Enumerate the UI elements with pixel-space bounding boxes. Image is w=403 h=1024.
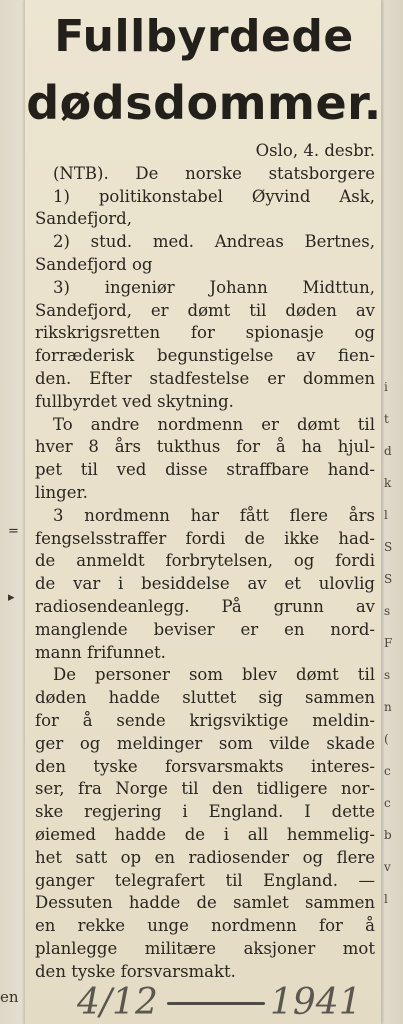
article-line: de var i besiddelse av et ulovlig bbox=[35, 574, 375, 594]
article-line: forræderisk begunstigelse av fien- bbox=[35, 346, 375, 366]
article-line: den. Efter stadfestelse er dommen bbox=[35, 368, 375, 388]
article-line: 3) ingeniør Johann Midttun, bbox=[53, 277, 375, 297]
article-line: De personer som blev dømt til bbox=[53, 665, 375, 685]
article-body bbox=[35, 140, 375, 983]
right-margin-letter: s bbox=[384, 604, 391, 618]
right-margin-letter: ( bbox=[384, 732, 389, 746]
article-line: manglende beviser er en nord- bbox=[35, 619, 375, 639]
article-line: hver 8 års tukthus for å ha hjul- bbox=[35, 437, 375, 457]
article-line: rikskrigsretten for spionasje og bbox=[35, 323, 375, 343]
newspaper-clipping bbox=[24, 0, 382, 1024]
left-margin-mark: ▸ bbox=[8, 590, 15, 605]
right-margin-letter: l bbox=[384, 508, 388, 522]
headline-line-2: dødsdommer. bbox=[26, 76, 382, 130]
right-neighbor-clipping bbox=[382, 380, 403, 940]
handwritten-date: 4/12 bbox=[77, 982, 158, 1023]
article-line: 3 nordmenn har fått flere års bbox=[53, 505, 375, 525]
article-line: fengselsstraffer fordi de ikke had- bbox=[35, 528, 375, 548]
article-line: Dessuten hadde de samlet sammen bbox=[35, 893, 375, 913]
article-line: ser, fra Norge til den tidligere nor- bbox=[35, 779, 375, 799]
article-line: de anmeldt forbrytelsen, og fordi bbox=[35, 551, 375, 571]
left-edge-word: en bbox=[0, 988, 19, 1006]
right-margin-letter: t bbox=[384, 412, 389, 426]
right-margin-letter: s bbox=[384, 668, 391, 682]
right-margin-letter: v bbox=[384, 860, 391, 874]
right-margin-letter: F bbox=[384, 636, 393, 650]
article-line: (NTB). De norske statsborgere bbox=[53, 163, 375, 183]
right-margin-letter: S bbox=[384, 572, 393, 586]
article-line: To andre nordmenn er dømt til bbox=[53, 414, 375, 434]
article-line: pet til ved disse straffbare hand- bbox=[35, 460, 375, 480]
article-line: Sandefjord, er dømt til døden av bbox=[35, 300, 375, 320]
article-line: het satt op en radiosender og flere bbox=[35, 847, 375, 867]
right-margin-letter: d bbox=[384, 444, 392, 458]
article-line: fullbyrdet ved skytning. bbox=[35, 391, 234, 411]
article-line: den tyske forsvarsmakts interes- bbox=[35, 756, 375, 776]
right-margin-letter: i bbox=[384, 380, 388, 394]
right-margin-letter: l bbox=[384, 892, 388, 906]
right-margin-letter: k bbox=[384, 476, 392, 490]
article-line: ger og meldinger som vilde skade bbox=[35, 733, 375, 753]
right-margin-letter: n bbox=[384, 700, 392, 714]
left-neighbor-clipping bbox=[0, 0, 22, 1024]
right-margin-letter: S bbox=[384, 540, 393, 554]
article-line: mann frifunnet. bbox=[35, 642, 166, 662]
article-line: ske regjering i England. I dette bbox=[35, 802, 375, 822]
article-line: døden hadde sluttet sig sammen bbox=[35, 688, 375, 708]
article-line: Oslo, 4. desbr. bbox=[255, 141, 375, 160]
right-margin-letter: c bbox=[384, 796, 391, 810]
article-line: planlegge militære aksjoner mot bbox=[35, 938, 375, 958]
article-line: ganger telegrafert til England. — bbox=[35, 870, 375, 890]
handwritten-dash bbox=[167, 1002, 265, 1005]
article-line: en rekke unge nordmenn for å bbox=[35, 916, 375, 936]
headline-line-1: Fullbyrdede bbox=[54, 11, 354, 62]
right-margin-letter: c bbox=[384, 764, 391, 778]
left-margin-mark: = bbox=[8, 524, 19, 539]
article-line: for å sende krigsviktige meldin- bbox=[35, 710, 375, 730]
right-margin-letter: b bbox=[384, 828, 392, 842]
article-line: radiosendeanlegg. På grunn av bbox=[35, 596, 375, 616]
article-line: Sandefjord og bbox=[35, 254, 153, 274]
article-line: den tyske forsvarsmakt. bbox=[35, 961, 236, 981]
article-line: 2) stud. med. Andreas Bertnes, bbox=[53, 232, 375, 252]
handwritten-year: 1941 bbox=[270, 982, 362, 1023]
article-line: 1) politikonstabel Øyvind Ask, bbox=[53, 186, 375, 206]
article-line: Sandefjord, bbox=[35, 209, 132, 229]
article-line: linger. bbox=[35, 482, 88, 502]
article-line: øiemed hadde de i all hemmelig- bbox=[35, 824, 375, 844]
